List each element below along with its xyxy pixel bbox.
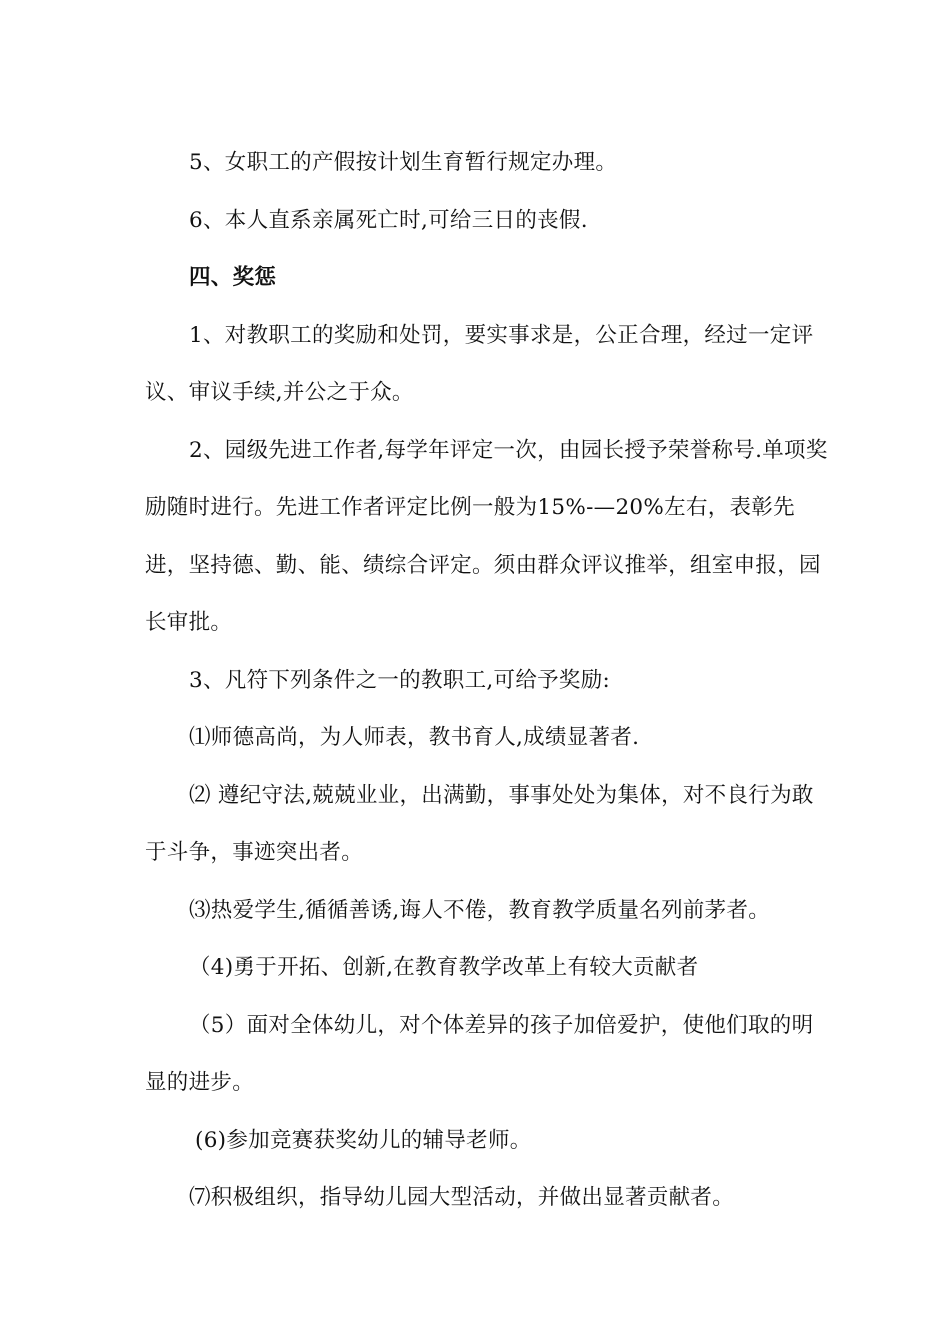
list-item-condition-2: ⑵ 遵纪守法,兢兢业业，出满勤，事事处处为集体，对不良行为敢于斗争，事迹突出者。 [145, 782, 814, 865]
list-item-condition-3: ⑶热爱学生,循循善诱,诲人不倦，教育教学质量名列前茅者。 [189, 897, 771, 923]
list-item-condition-7: ⑺积极组织，指导幼儿园大型活动，并做出显著贡献者。 [189, 1185, 735, 1210]
list-item-condition-1: ⑴师德高尚，为人师表，教书育人,成绩显著者. [189, 725, 640, 750]
paragraph-reward-conditions: 3、凡符下列条件之一的教职工,可给予奖励: [189, 667, 611, 693]
paragraph-advanced-worker: 2、园级先进工作者,每学年评定一次，由园长授予荣誉称号.单项奖励随时进行。先进工作者评定比例一般为15%-—20%左右，表彰先进，坚持德、勤、能、绩综合评定。须由群众评议推举，组室申报，园长审批。 [145, 437, 828, 635]
section-heading-rewards-penalties: 四、奖惩 [189, 265, 277, 290]
paragraph-maternity-leave: 5、女职工的产假按计划生育暂行规定办理。 [189, 150, 618, 175]
document-body [145, 134, 835, 1227]
paragraph-bereavement-leave: 6、本人直系亲属死亡时,可给三日的丧假. [189, 207, 588, 233]
list-item-condition-6: (6)参加竞赛获奖幼儿的辅导老师。 [195, 1127, 532, 1153]
list-item-condition-5: （5）面对全体幼儿，对个体差异的孩子加倍爱护，使他们取的明显的进步。 [145, 1012, 814, 1095]
paragraph-reward-principle: 1、对教职工的奖励和处罚，要实事求是，公正合理，经过一定评议、审议手续,并公之于众。 [145, 322, 814, 405]
list-item-condition-4: （4)勇于开拓、创新,在教育教学改革上有较大贡献者 [189, 955, 699, 980]
